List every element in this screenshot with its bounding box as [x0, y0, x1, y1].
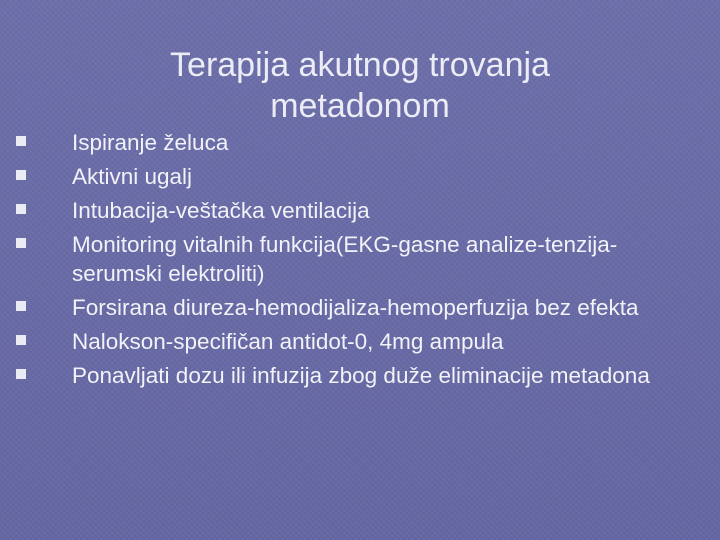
slide-title-line-1: Terapija akutnog trovanja: [170, 45, 550, 84]
bullet-text: Ponavljati dozu ili infuzija zbog duže eliminacije metadona: [72, 363, 650, 388]
square-bullet-icon: [16, 136, 26, 146]
bullet-text: Nalokson-specifičan antidot-0, 4mg ampula: [72, 329, 504, 354]
bullet-item: [72, 327, 692, 356]
bullet-item: [72, 162, 692, 191]
square-bullet-icon: [16, 301, 26, 311]
square-bullet-icon: [16, 369, 26, 379]
slide-title-line-2: metadonom: [270, 86, 450, 125]
bullet-list: [72, 128, 692, 395]
square-bullet-icon: [16, 170, 26, 180]
bullet-item: [72, 196, 692, 225]
bullet-text: Monitoring vitalnih funkcija(EKG-gasne analize-tenzija-serumski elektroliti): [72, 232, 618, 286]
bullet-text: Intubacija-veštačka ventilacija: [72, 198, 370, 223]
square-bullet-icon: [16, 335, 26, 345]
square-bullet-icon: [16, 204, 26, 214]
bullet-item: [72, 293, 692, 322]
bullet-text: Aktivni ugalj: [72, 164, 193, 189]
square-bullet-icon: [16, 238, 26, 248]
bullet-text: Forsirana diureza-hemodijaliza-hemoperfuzija bez efekta: [72, 295, 639, 320]
bullet-item: [72, 361, 692, 390]
slide-title: [60, 45, 660, 127]
bullet-text: Ispiranje želuca: [72, 130, 229, 155]
bullet-item: [72, 128, 692, 157]
bullet-item: [72, 230, 692, 288]
